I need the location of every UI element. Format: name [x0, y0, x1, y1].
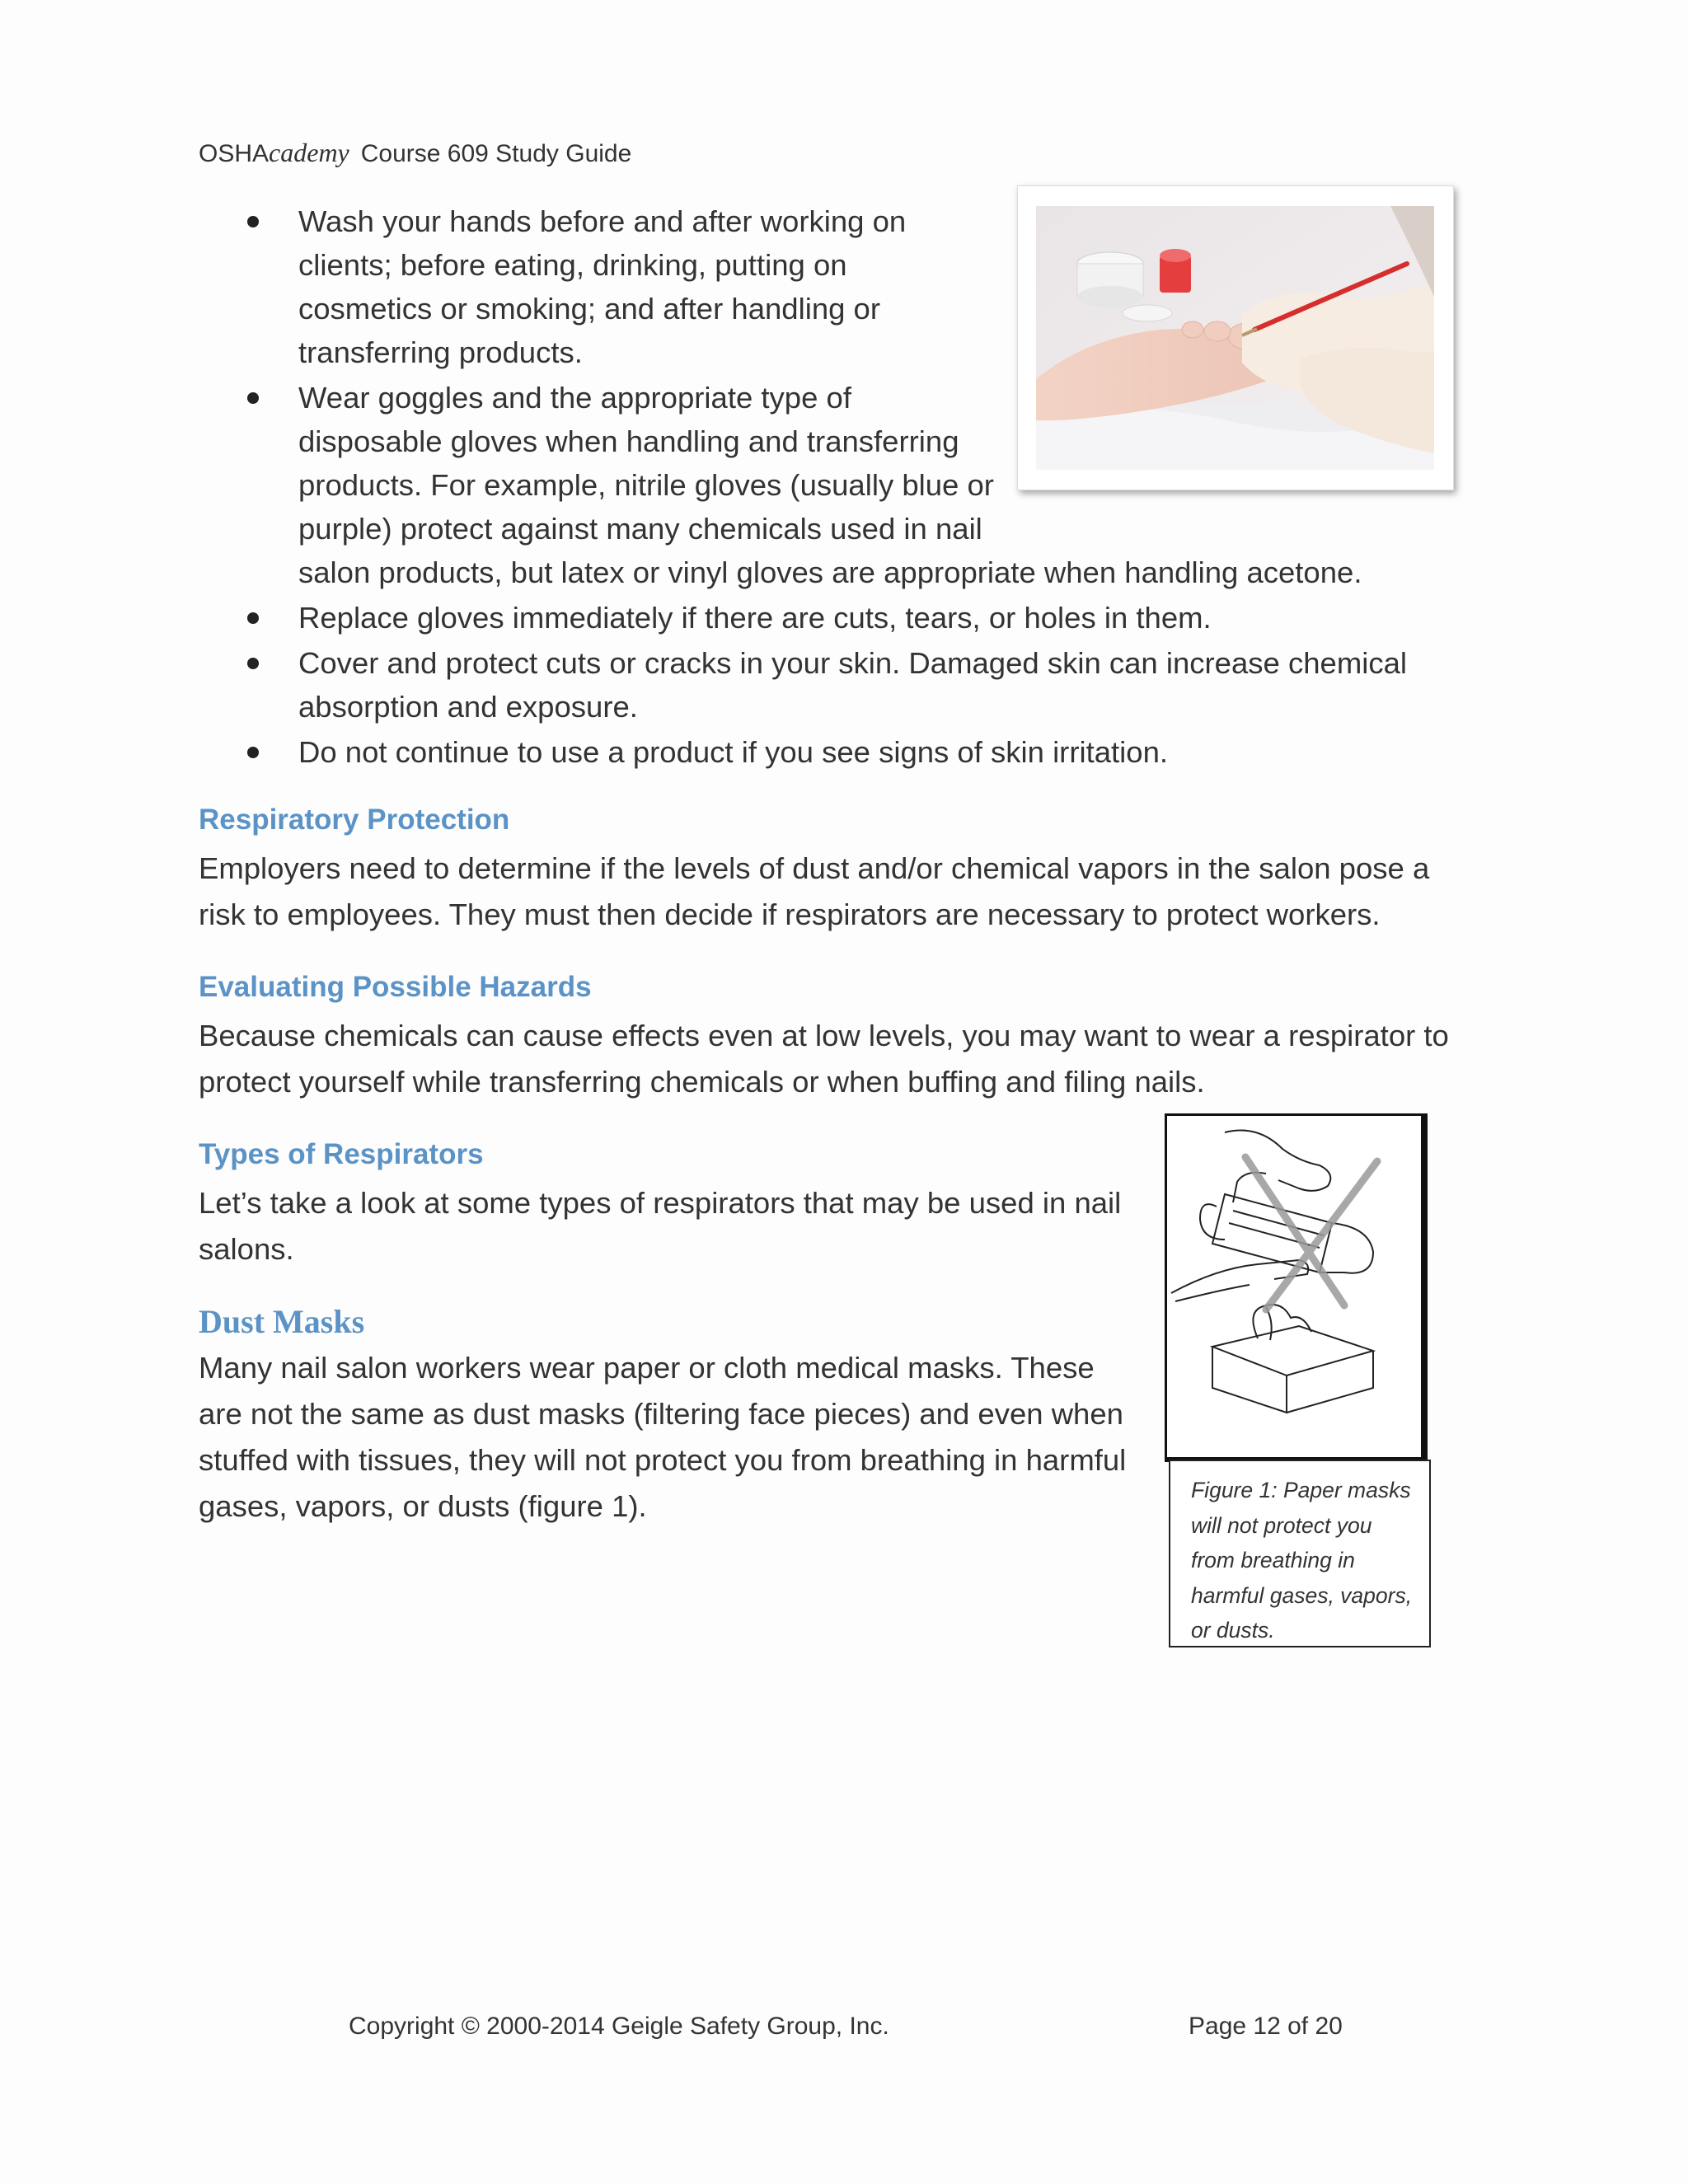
- page-header: [199, 138, 631, 168]
- list-item: [247, 199, 966, 374]
- types-heading: Types of Respirators: [199, 1138, 484, 1170]
- list-item: [247, 730, 1459, 774]
- bullet-icon: [247, 392, 259, 404]
- types-text: Let’s take a look at some types of respirators that may be used in nail salons.: [199, 1186, 1122, 1266]
- bullet-icon: [247, 612, 259, 624]
- list-item: [247, 376, 1510, 594]
- list-item: [247, 641, 1459, 729]
- brand-suffix: cademy: [269, 138, 349, 167]
- bullet-text: Replace gloves immediately if there are cuts, tears, or holes in them.: [298, 601, 1212, 635]
- bullet-text: Do not continue to use a product if you see signs of skin irritation.: [298, 735, 1169, 769]
- figure-1-caption: Figure 1: Paper masks will not protect you from breathing in harmful gases, vapors, or dusts.: [1169, 1460, 1431, 1647]
- safety-bullet-list: [247, 199, 1459, 776]
- course-title: Course 609 Study Guide: [360, 140, 632, 167]
- footer-page-number: Page 12 of 20: [1189, 2013, 1343, 2040]
- dust-masks-text: Many nail salon workers wear paper or cloth medical masks. These are not the same as dust masks (filtering face pieces) and even when stuffed with tissues, they will not protect you from breathing in harmful gases, vapors, or dusts (figure 1).: [199, 1351, 1127, 1523]
- footer-copyright: Copyright © 2000-2014 Geigle Safety Group, Inc.: [349, 2013, 889, 2040]
- brand-prefix: OSHA: [199, 140, 270, 167]
- bullet-icon: [247, 747, 259, 758]
- list-item: [247, 596, 1459, 640]
- paper-mask-illustration: [1167, 1116, 1414, 1452]
- bullet-icon: [247, 216, 259, 227]
- respiratory-text: Employers need to determine if the levels of dust and/or chemical vapors in the salon pose a risk to employees. They must then decide if respirators are necessary to protect workers.: [199, 851, 1430, 931]
- bullet-icon: [247, 658, 259, 669]
- bullet-text: Cover and protect cuts or cracks in your skin. Damaged skin can increase chemical absorption and exposure.: [298, 646, 1407, 724]
- hazards-text: Because chemicals can cause effects even at low levels, you may want to wear a respirator to protect yourself while transferring chemicals or when buffing and filing nails.: [199, 1019, 1449, 1099]
- bullet-text-inner: Wear goggles and the appropriate type of disposable gloves when handling and transferring products. For example, nitrile gloves (usually blue or purple) protect against many chemicals used in nail salon products, but latex or vinyl gloves are appropriate when handling acetone.: [298, 381, 1362, 589]
- respiratory-heading: Respiratory Protection: [199, 804, 510, 836]
- bullet-text: [298, 376, 1510, 594]
- dust-masks-heading: Dust Masks: [199, 1303, 365, 1340]
- bullet-text: Wash your hands before and after working on clients; before eating, drinking, putting on cosmetics or smoking; and after handling or transferring products.: [298, 204, 907, 369]
- hazards-heading: Evaluating Possible Hazards: [199, 971, 592, 1003]
- figure-1-frame: [1165, 1113, 1428, 1462]
